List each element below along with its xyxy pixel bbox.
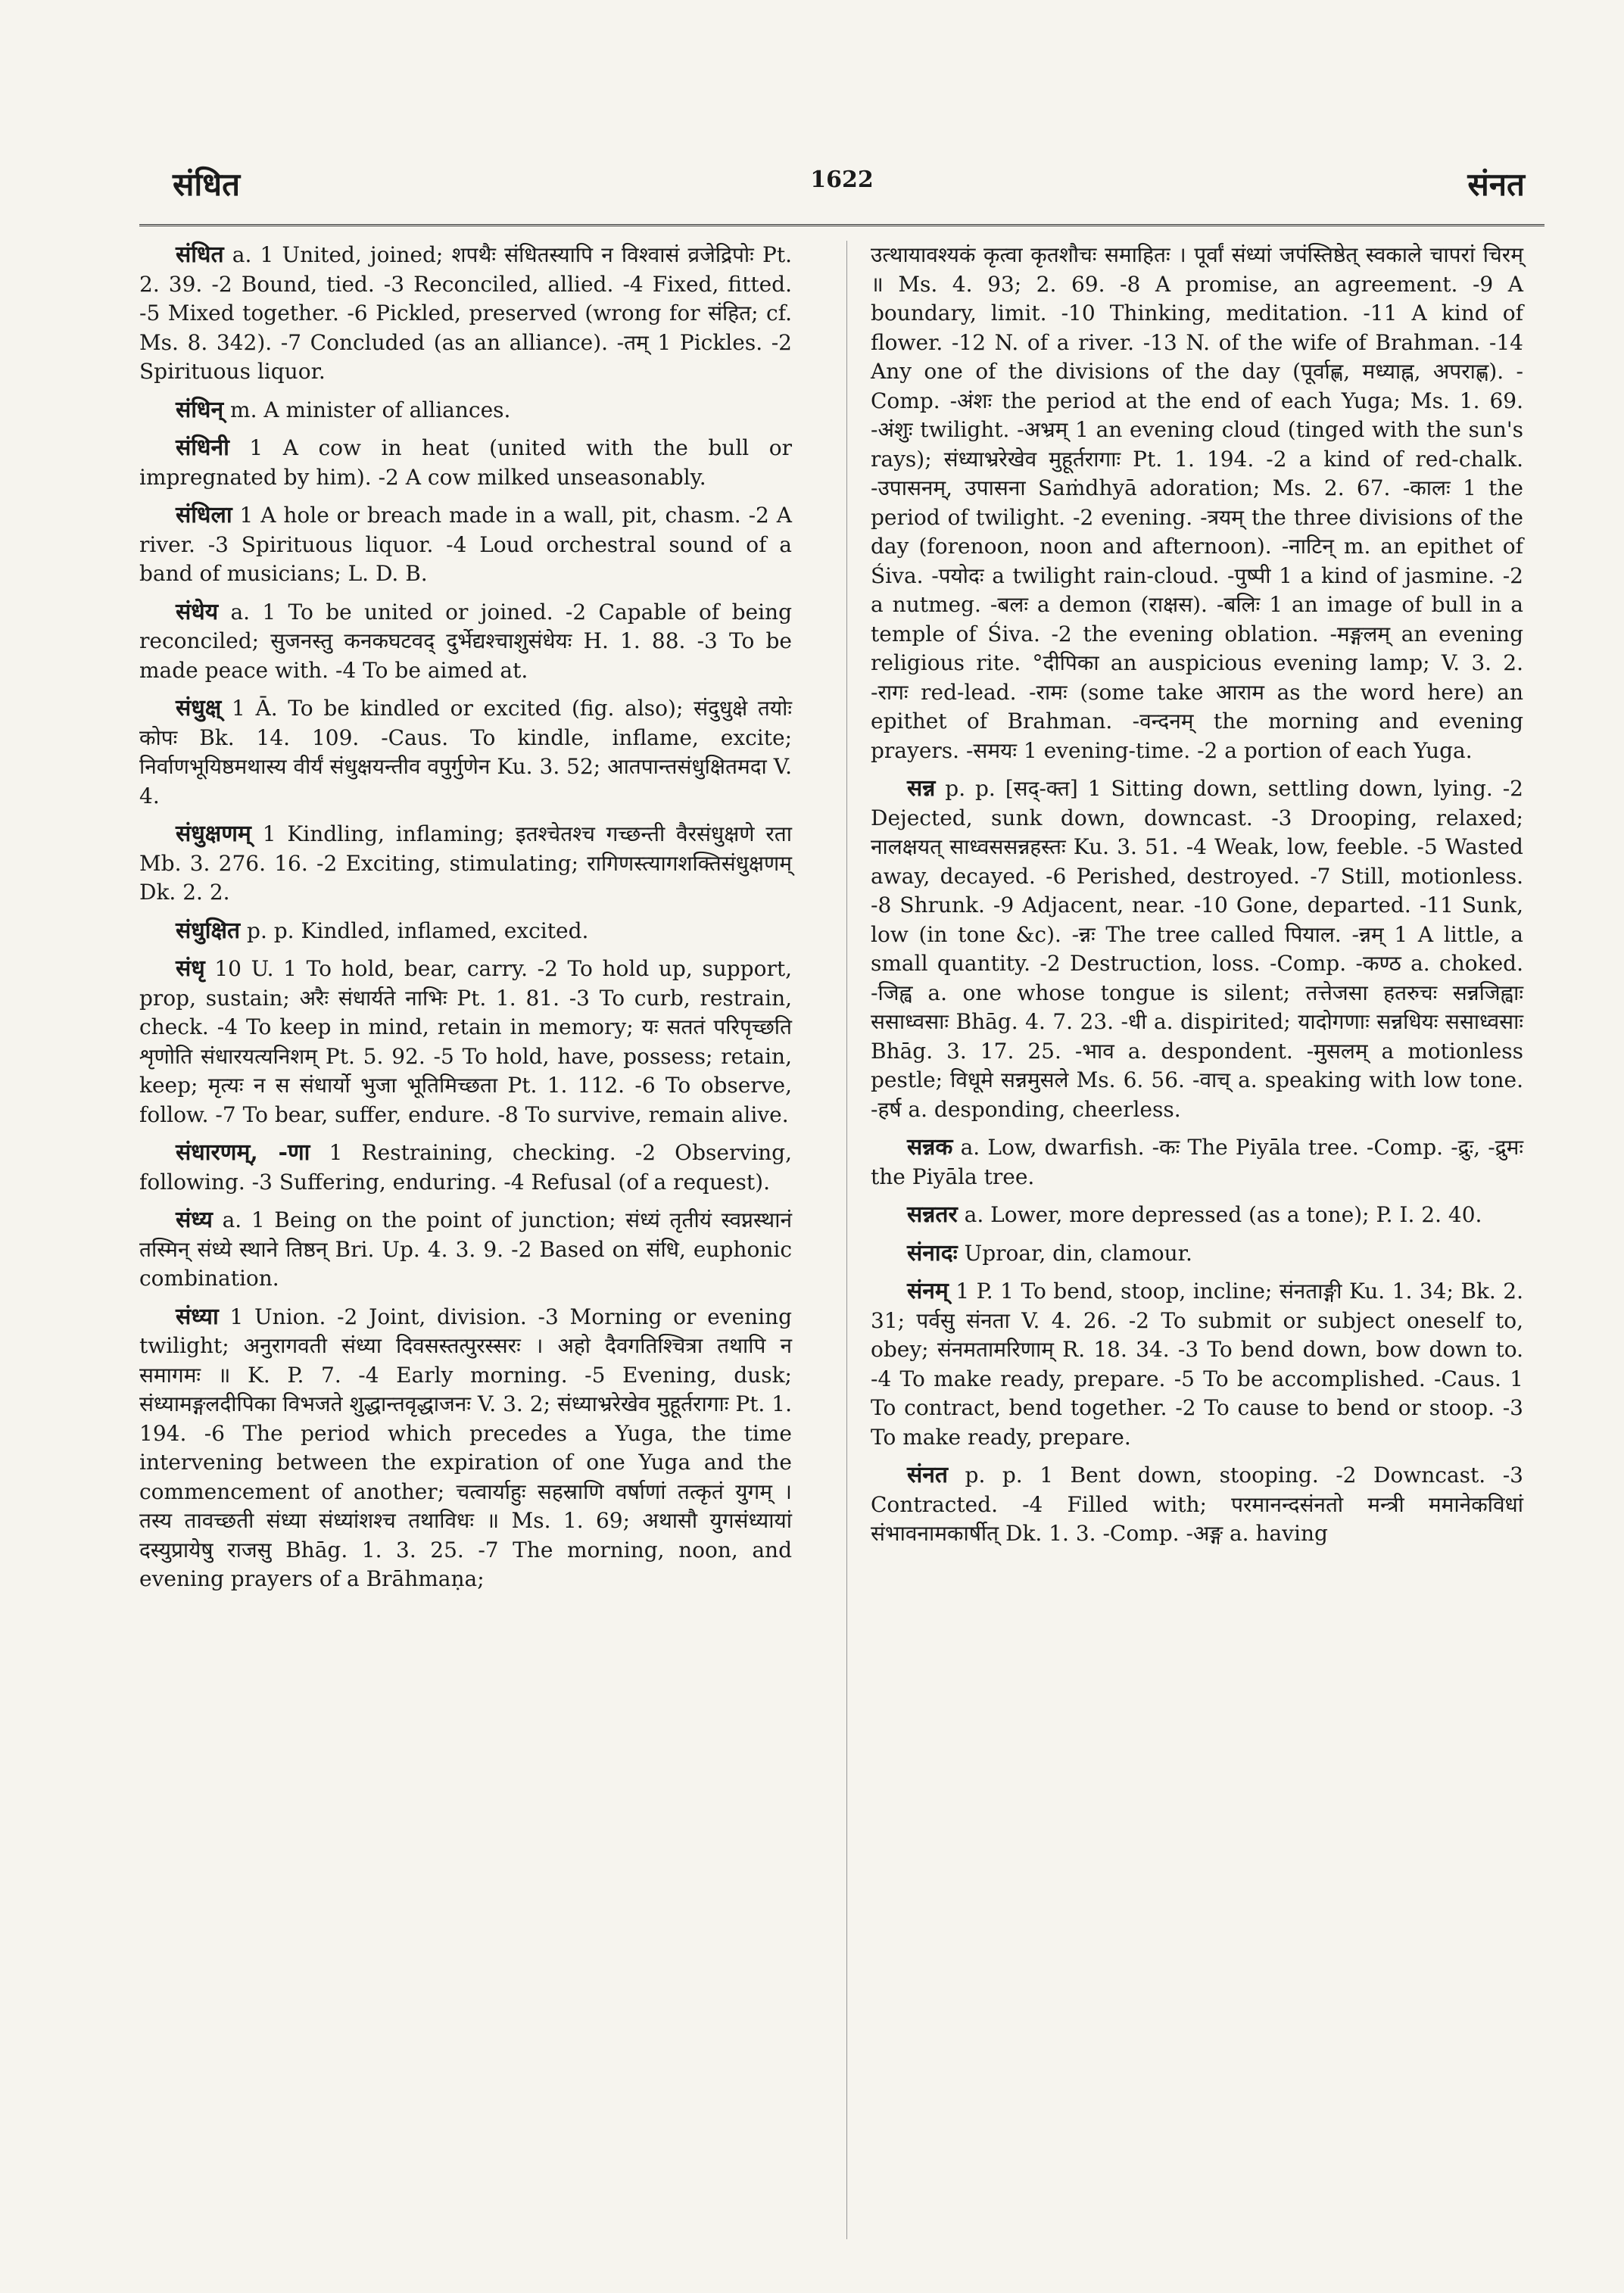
dictionary-entry: [139, 396, 792, 425]
entry-headword: संधिनी: [176, 435, 229, 461]
entry-headword: संनत: [907, 1462, 949, 1488]
entry-definition: 1 A hole or breach made in a wall, pit, chasm. -2 A river. -3 Spirituous liquor. -4 Loud orchestral sound of a band of musicians; L. D. B.: [139, 503, 792, 586]
entry-headword: संधित: [176, 241, 224, 268]
dictionary-entry: [871, 1133, 1523, 1192]
entry-headword: संधारणम्, -णा: [176, 1139, 310, 1166]
entry-definition: 1 P. 1 To bend, stoop, incline; संनताङ्गी Ku. 1. 34; Bk. 2. 31; पर्वसु संनता V. 4. 26. -2 To submit or subject oneself to, obey; संनमतामरिणाम् R. 18. 34. -3 To bend down, bow down to. -4 To make ready, prepare. -5 To be accomplished. -Caus. 1 To contract, bend together. -2 To cause to bend or stoop. -3 To make ready, prepare.: [871, 1279, 1523, 1450]
entry-headword: संधुक्षणम्: [176, 821, 251, 847]
entry-definition: 1 Ā. To be kindled or excited (fig. also); संदुधुक्षे तयोः कोपः Bk. 14. 109. -Caus. To kindle, inflame, excite; निर्वाणभूयिष्ठमथास्य वीर्यं संधुक्षयन्तीव वपुर्गुणेन Ku. 3. 52; आतपान्तसंधुक्षितमदा V. 4.: [139, 696, 792, 808]
entry-definition: p. p. [सद्-क्त] 1 Sitting down, settling down, lying. -2 Dejected, sunk down, downcast. -3 Drooping, relaxed; नालक्षयत् साध्वससन्नहस्तः Ku. 3. 51. -4 Weak, low, feeble. -5 Wasted away, decayed. -6 Perished, destroyed. -7 Still, motionless. -8 Shrunk. -9 Adjacent, near. -10 Gone, departed. -11 Sunk, low (in tone &c). -न्नः The tree called पियाल. -न्नम् 1 A little, a small quantity. -2 Destruction, loss. -Comp. -कण्ठ a. choked. -जिह्व a. one whose tongue is silent; तत्तेजसा हतरुचः सन्नजिह्वाः ससाध्वसाः Bhāg. 4. 7. 23. -धी a. dispirited; यादोगणाः सन्नधियः ससाध्वसाः Bhāg. 3. 17. 25. -भाव a. despondent. -मुसलम् a motionless pestle; विधूमे सन्नमुसले Ms. 6. 56. -वाच् a. speaking with low tone. -हर्ष a. desponding, cheerless.: [871, 776, 1523, 1122]
entry-definition: 1 A cow in heat (united with the bull or impregnated by him). -2 A cow milked unseasonably.: [139, 435, 792, 490]
dictionary-entry: [139, 1206, 792, 1294]
dictionary-entry: [139, 434, 792, 492]
entry-definition: a. Low, dwarfish. -कः The Piyāla tree. -Comp. -द्रुः, -द्रुमः the Piyāla tree.: [871, 1135, 1523, 1189]
entry-headword: संधुक्ष्: [176, 695, 222, 721]
entry-headword: संधिला: [176, 502, 232, 528]
dictionary-entry: [139, 1303, 792, 1594]
entry-definition: a. Lower, more depressed (as a tone); P. I. 2. 40.: [957, 1202, 1482, 1227]
dictionary-entry: [139, 955, 792, 1129]
dictionary-entry: [139, 1139, 792, 1197]
entry-definition: Uproar, din, clamour.: [957, 1240, 1192, 1266]
entry-headword: संध्या: [176, 1303, 219, 1330]
left-running-headword: संधित: [173, 166, 241, 203]
header-rule: [139, 224, 1545, 226]
left-column: [139, 241, 792, 1603]
right-running-headword: संनत: [1467, 166, 1525, 203]
entry-definition: p. p. 1 Bent down, stooping. -2 Downcast. -3 Contracted. -4 Filled with; परमानन्दसंनतो मन्त्री ममानेकविधां संभावनामकार्षीत् Dk. 1. 3. -Comp. -अङ्ग a. having: [871, 1463, 1523, 1546]
dictionary-entry: [871, 1277, 1523, 1452]
dictionary-entry: [139, 598, 792, 686]
entry-headword: संनम्: [907, 1278, 949, 1304]
dictionary-entry: [139, 917, 792, 946]
page-number: 1622: [810, 167, 874, 193]
right-column: [871, 241, 1523, 1558]
entry-headword: संधेय: [176, 598, 219, 625]
entry-headword: सन्नतर: [907, 1201, 958, 1228]
entry-definition: 1 Union. -2 Joint, division. -3 Morning or evening twilight; अनुरागवती संध्या दिवसस्तत्पुरस्सरः । अहो दैवगतिश्चित्रा तथापि न समागमः ॥ K. P. 7. -4 Early morning. -5 Evening, dusk; संध्यामङ्गलदीपिका विभजते शुद्धान्तवृद्धाजनः V. 3. 2; संध्याभ्ररेखेव मुहूर्तरागाः Pt. 1. 194. -6 The period which precedes a Yuga, the time intervening between the expiration of one Yuga and the commencement of another; चत्वार्याहुः सहस्राणि वर्षाणां तत्कृतं युगम् । तस्य तावच्छती संध्या संध्यांशश्च तथाविधः ॥ Ms. 1. 69; अथासौ युगसंध्यायां दस्युप्रायेषु राजसु Bhāg. 1. 3. 25. -7 The morning, noon, and evening prayers of a Brāhmaṇa;: [139, 1304, 792, 1591]
entry-headword: संध्य: [176, 1207, 213, 1233]
entry-definition: 10 U. 1 To hold, bear, carry. -2 To hold up, support, prop, sustain; अरैः संधार्यते नाभिः Pt. 1. 81. -3 To curb, restrain, check. -4 To keep in mind, retain in memory; यः सततं परिपृच्छति शृणोति संधारयत्यनिशम् Pt. 5. 92. -5 To hold, have, possess; retain, keep; मृत्यः न स संधार्यो भुजा भूतिमिच्छता Pt. 1. 112. -6 To observe, follow. -7 To bear, suffer, endure. -8 To survive, remain alive.: [139, 956, 792, 1127]
dictionary-entry: [139, 694, 792, 811]
entry-headword: सन्नक: [907, 1134, 953, 1161]
entry-definition: a. 1 Being on the point of junction; संध्यं तृतीयं स्वप्नस्थानं तस्मिन् संध्ये स्थाने तिष्ठन् Bri. Up. 4. 3. 9. -2 Based on संधि, euphonic combination.: [139, 1207, 792, 1291]
dictionary-entry: [139, 241, 792, 387]
entry-headword: संधृ: [176, 955, 205, 982]
entry-definition: a. 1 United, joined; शपथैः संधितस्यापि न विश्वासं व्रजेद्रिपोः Pt. 2. 39. -2 Bound, tied. -3 Reconciled, allied. -4 Fixed, fitted. -5 Mixed together. -6 Pickled, preserved (wrong for संहित; cf. Ms. 8. 342). -7 Concluded (as an alliance). -तम् 1 Pickles. -2 Spirituous liquor.: [139, 242, 792, 384]
entry-definition: उत्थायावश्यकं कृत्वा कृतशौचः समाहितः । पूर्वां संध्यां जपंस्तिष्ठेत् स्वकाले चापरां चिरम् ॥ Ms. 4. 93; 2. 69. -8 A promise, an agreement. -9 A boundary, limit. -10 Thinking, meditation. -11 A kind of flower. -12 N. of a river. -13 N. of the wife of Brahman. -14 Any one of the divisions of the day (पूर्वाह्ण, मध्याह्न, अपराह्ण). -Comp. -अंशः the period at the end of each Yuga; Ms. 1. 69. -अंशुः twilight. -अभ्रम् 1 an evening cloud (tinged with the sun's rays); संध्याभ्ररेखेव मुहूर्तरागाः Pt. 1. 194. -2 a kind of red-chalk. -उपासनम्, उपासना Saṁdhyā adoration; Ms. 2. 67. -कालः 1 the period of twilight. -2 evening. -त्रयम् the three divisions of the day (forenoon, noon and afternoon). -नाटिन् m. an epithet of Śiva. -पयोदः a twilight rain-cloud. -पुष्पी 1 a kind of jasmine. -2 a nutmeg. -बलः a demon (राक्षस). -बलिः 1 an image of bull in a temple of Śiva. -2 the evening oblation. -मङ्गलम् an evening religious rite. °दीपिका an auspicious evening lamp; V. 3. 2. -रागः red-lead. -रामः (some take आराम as the word here) an epithet of Brahman. -वन्दनम् the morning and evening prayers. -समयः 1 evening-time. -2 a portion of each Yuga.: [871, 242, 1523, 763]
entry-definition: p. p. Kindled, inflamed, excited.: [240, 918, 589, 943]
dictionary-entry: [871, 1239, 1523, 1269]
entry-definition: a. 1 To be united or joined. -2 Capable of being reconciled; सुजनस्तु कनकघटवद् दुर्भेद्यश्चाशुसंधेयः H. 1. 88. -3 To be made peace with. -4 To be aimed at.: [139, 599, 792, 683]
entry-definition: m. A minister of alliances.: [223, 397, 511, 422]
entry-definition: 1 Restraining, checking. -2 Observing, following. -3 Suffering, enduring. -4 Refusal (of a request).: [139, 1140, 793, 1195]
dictionary-entry: [871, 241, 1523, 765]
entry-headword: संधुक्षित: [176, 917, 241, 944]
dictionary-entry: [871, 1461, 1523, 1549]
dictionary-entry: [139, 501, 792, 589]
dictionary-entry: [871, 1201, 1523, 1230]
dictionary-entry: [871, 774, 1523, 1124]
column-divider: [846, 241, 847, 2239]
entry-headword: सन्न: [907, 775, 936, 802]
entry-headword: संधिन्: [176, 396, 224, 423]
page-header: [139, 162, 1545, 207]
dictionary-entry: [139, 820, 792, 908]
entry-headword: संनादः: [907, 1239, 958, 1266]
entry-definition: 1 Kindling, inflaming; इतश्चेतश्च गच्छन्ती वैरसंधुक्षणे रता Mb. 3. 276. 16. -2 Exciting, stimulating; रागिणस्त्यागशक्तिसंधुक्षणम् Dk. 2. 2.: [139, 821, 792, 905]
